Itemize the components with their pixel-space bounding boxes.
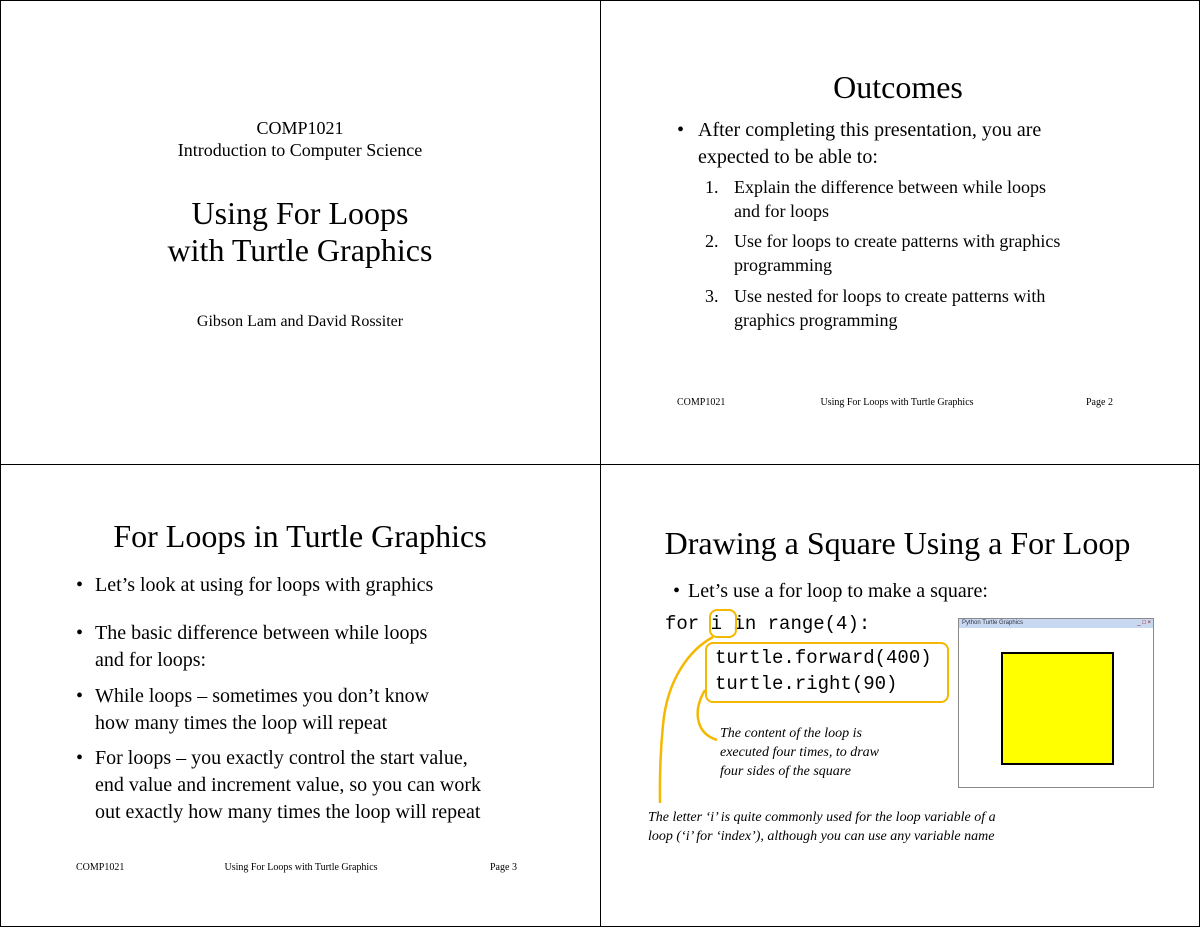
item-number: 3. bbox=[705, 286, 719, 306]
bullet-dot: • bbox=[76, 685, 84, 707]
outcome-text-3 bbox=[734, 284, 1045, 332]
bullet-line: how many times the loop will repeat bbox=[95, 712, 388, 734]
bullet-text: Let’s look at using for loops with graphics bbox=[95, 574, 434, 596]
bullet-text bbox=[95, 745, 481, 826]
note-line: loop (‘i’ for ‘index’), although you can use any variable name bbox=[648, 829, 995, 844]
course-name: Introduction to Computer Science bbox=[177, 140, 423, 160]
course-code: COMP1021 bbox=[256, 118, 344, 138]
bullet-line: After completing this presentation, you are bbox=[698, 119, 1042, 141]
footer-left: COMP1021 bbox=[76, 862, 125, 873]
item-line: Use nested for loops to create patterns with bbox=[734, 286, 1046, 306]
note-line: executed four times, to draw bbox=[720, 745, 880, 760]
outcome-item-2 bbox=[705, 229, 719, 253]
footer-page: Page 2 bbox=[1086, 397, 1113, 408]
footer-page: Page 3 bbox=[490, 862, 517, 873]
bullet-line: For loops – you exactly control the start value, bbox=[95, 747, 468, 769]
slide-4-square bbox=[601, 465, 1200, 927]
bullet-line: out exactly how many times the loop will repeat bbox=[95, 801, 481, 823]
slide-heading: For Loops in Turtle Graphics bbox=[113, 518, 487, 554]
slide-3-for-loops bbox=[0, 465, 600, 927]
note-line: The letter ‘i’ is quite commonly used for the loop variable of a bbox=[648, 810, 996, 825]
item-line: Explain the difference between while loops bbox=[734, 177, 1047, 197]
title-line-2: with Turtle Graphics bbox=[167, 232, 433, 268]
outcome-text-2 bbox=[734, 229, 1060, 277]
item-line: graphics programming bbox=[734, 310, 898, 330]
slide-heading: Drawing a Square Using a For Loop bbox=[664, 525, 1131, 561]
bullet-line: While loops – sometimes you don’t know bbox=[95, 685, 430, 707]
bullet-line: expected to be able to: bbox=[698, 146, 878, 168]
loop-var-connector bbox=[660, 637, 713, 803]
bullet-line: and for loops: bbox=[95, 649, 207, 671]
outcome-item-1 bbox=[705, 175, 719, 199]
code-line: turtle.forward(400) bbox=[715, 647, 932, 669]
code-line: turtle.right(90) bbox=[715, 673, 898, 695]
bullet-dot: • bbox=[76, 574, 84, 596]
title-line-1: Using For Loops bbox=[191, 195, 409, 231]
window-title: Python Turtle Graphics bbox=[962, 620, 1024, 626]
loop-body-connector bbox=[698, 690, 717, 740]
bullet-text bbox=[698, 117, 1041, 171]
slide-heading: Outcomes bbox=[833, 69, 963, 105]
outcome-item-3 bbox=[705, 284, 719, 308]
window-controls: _ □ × bbox=[1137, 620, 1151, 626]
drawn-yellow-square bbox=[1001, 652, 1114, 765]
footer-center: Using For Loops with Turtle Graphics bbox=[820, 397, 974, 408]
code-keyword: for bbox=[665, 613, 700, 635]
bullet-line: The basic difference between while loops bbox=[95, 622, 428, 644]
outcome-text-1 bbox=[734, 175, 1046, 223]
bullet-text bbox=[95, 620, 427, 674]
bullet-dot: • bbox=[76, 622, 84, 644]
bullet-line: end value and increment value, so you can work bbox=[95, 774, 481, 796]
bullet-dot: • bbox=[76, 747, 84, 769]
item-line: Use for loops to create patterns with graphics bbox=[734, 231, 1061, 251]
code-loop-var: i bbox=[710, 613, 723, 635]
note-line: The content of the loop is bbox=[720, 726, 862, 741]
item-number: 1. bbox=[705, 177, 719, 197]
turtle-window-screenshot bbox=[958, 618, 1154, 788]
item-line: and for loops bbox=[734, 201, 829, 221]
footer-left: COMP1021 bbox=[677, 397, 726, 408]
note-line: four sides of the square bbox=[720, 764, 851, 779]
loop-body-note bbox=[720, 724, 879, 781]
footer-center: Using For Loops with Turtle Graphics bbox=[224, 862, 378, 873]
code-range: in range(4): bbox=[733, 613, 871, 635]
bullet-text: Let’s use a for loop to make a square: bbox=[688, 580, 988, 602]
window-titlebar bbox=[959, 619, 1153, 628]
bullet-dot: • bbox=[677, 119, 685, 141]
bullet-dot: • bbox=[673, 580, 681, 602]
item-number: 2. bbox=[705, 231, 719, 251]
slide-2-outcomes bbox=[601, 0, 1200, 464]
course-block bbox=[0, 117, 600, 161]
bullet-text bbox=[95, 683, 429, 737]
slide-1-title bbox=[0, 0, 600, 464]
authors: Gibson Lam and David Rossiter bbox=[196, 313, 404, 330]
presentation-title bbox=[0, 195, 600, 269]
item-line: programming bbox=[734, 255, 832, 275]
loop-var-note bbox=[648, 808, 996, 846]
